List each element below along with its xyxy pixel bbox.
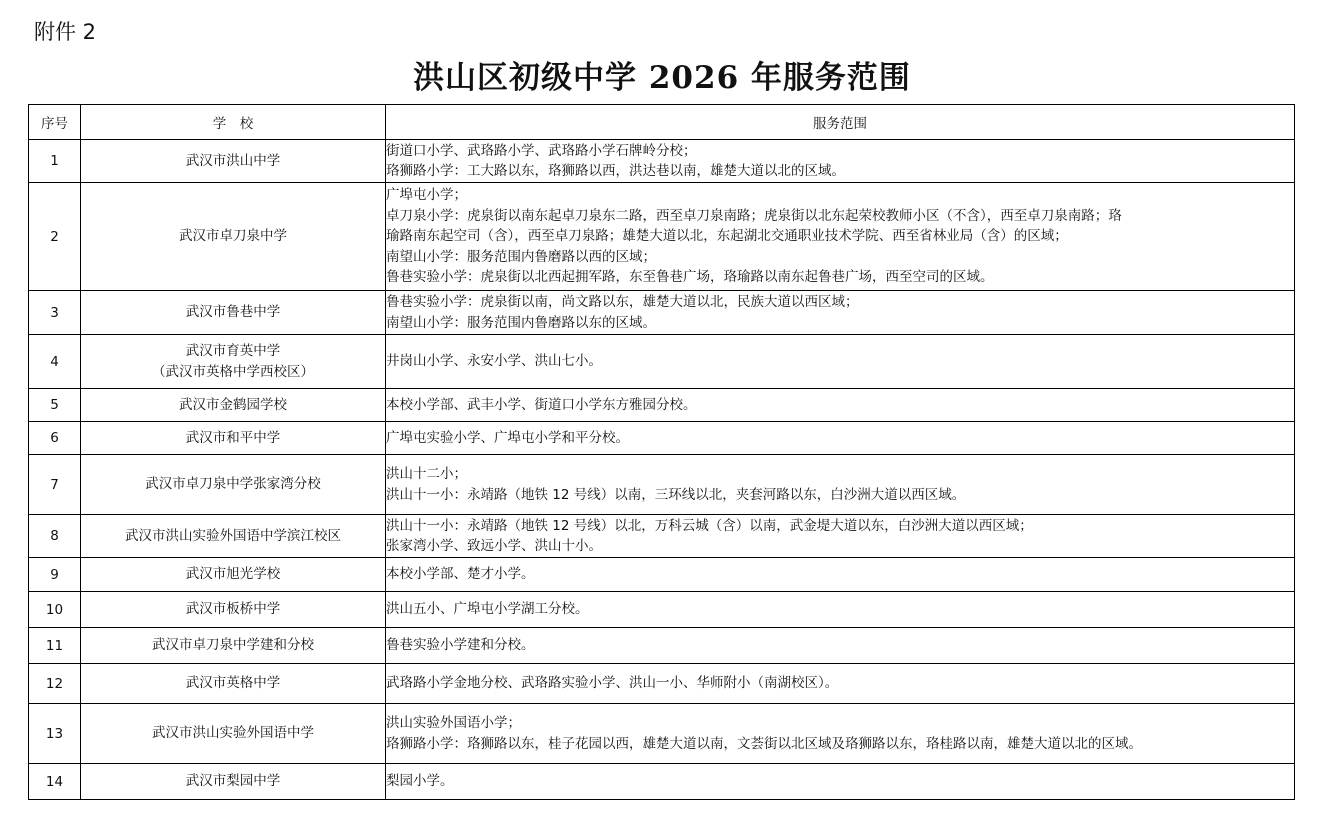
header-index: 序号 <box>29 105 81 140</box>
table-row <box>29 455 1295 515</box>
school-cell <box>81 764 386 800</box>
document-title: 洪山区初级中学 2026 年服务范围 <box>413 60 911 96</box>
table-row <box>29 592 1295 628</box>
scope-line: 鲁巷实验小学：虎泉街以南，尚文路以东，雄楚大道以北，民族大道以西区域； <box>386 294 859 310</box>
scope-line: 本校小学部、楚才小学。 <box>386 566 535 583</box>
school-name: 武汉市板桥中学 <box>185 601 281 617</box>
scope-line: 洪山十一小：永靖路（地铁 12 号线）以南，三环线以北，夹套河路以东，白沙洲大道以西区域。 <box>386 486 966 503</box>
school-name: 武汉市英格中学 <box>185 675 281 691</box>
row-index: 8 <box>29 515 81 558</box>
school-name: （武汉市英格中学西校区） <box>152 363 314 380</box>
scope-cell <box>386 183 1295 291</box>
attachment-label: 附件 2 <box>34 20 97 44</box>
scope-cell <box>386 628 1295 664</box>
scope-cell <box>386 291 1295 335</box>
scope-line: 洪山五小、广埠屯小学湖工分校。 <box>386 601 589 618</box>
scope-line: 瑜路南东起空司（含），西至卓刀泉路；雄楚大道以北，东起湖北交通职业技术学院、西至省林业局（含）的区域； <box>386 228 1068 245</box>
scope-cell <box>386 558 1295 592</box>
school-cell <box>81 335 386 389</box>
table-row <box>29 664 1295 704</box>
scope-cell <box>386 455 1295 515</box>
row-index: 14 <box>29 764 81 800</box>
school-cell <box>81 704 386 764</box>
school-cell <box>81 628 386 664</box>
header-scope: 服务范围 <box>386 105 1295 140</box>
scope-cell <box>386 704 1295 764</box>
scope-cell <box>386 389 1295 422</box>
scope-cell <box>386 335 1295 389</box>
table-row <box>29 704 1295 764</box>
school-name: 武汉市和平中学 <box>185 429 281 446</box>
scope-line: 鲁巷实验小学建和分校。 <box>386 637 535 654</box>
table-header-row <box>29 105 1295 140</box>
scope-line: 南望山小学：服务范围内鲁磨路以东的区域。 <box>386 314 656 331</box>
school-name: 武汉市卓刀泉中学 <box>179 228 287 244</box>
scope-line: 南望山小学：服务范围内鲁磨路以西的区域； <box>386 248 656 265</box>
table-row <box>29 140 1295 183</box>
row-index: 11 <box>29 628 81 664</box>
scope-line: 珞狮路小学：珞狮路以东，桂子花园以西，雄楚大道以南，文荟街以北区域及珞狮路以东，珞桂路以南，雄楚大道以北的区域。 <box>386 735 1142 752</box>
table-row <box>29 291 1295 335</box>
scope-line: 街道口小学、武珞路小学、武珞路小学石牌岭分校； <box>386 142 697 159</box>
row-index: 1 <box>29 140 81 183</box>
scope-line: 井岗山小学、永安小学、洪山七小。 <box>386 353 602 370</box>
school-name: 武汉市旭光学校 <box>185 566 281 582</box>
table-row <box>29 515 1295 558</box>
table-row <box>29 183 1295 291</box>
scope-cell <box>386 515 1295 558</box>
header-school: 学 校 <box>81 105 386 140</box>
scope-line: 卓刀泉小学：虎泉街以南东起卓刀泉东二路，西至卓刀泉南路；虎泉街以北东起荣校教师小区（不含），西至卓刀泉南路；珞 <box>386 207 1122 224</box>
school-name: 武汉市育英中学 <box>185 342 281 359</box>
school-name: 武汉市洪山实验外国语中学 <box>152 725 314 741</box>
row-index: 7 <box>29 455 81 515</box>
table-body <box>29 140 1295 800</box>
service-scope-table <box>28 104 1295 800</box>
scope-line: 广埠屯小学； <box>386 187 467 204</box>
scope-cell <box>386 422 1295 455</box>
row-index: 13 <box>29 704 81 764</box>
scope-line: 本校小学部、武丰小学、街道口小学东方雅园分校。 <box>386 396 697 413</box>
row-index: 12 <box>29 664 81 704</box>
scope-line: 洪山实验外国语小学； <box>386 715 521 731</box>
row-index: 10 <box>29 592 81 628</box>
row-index: 4 <box>29 335 81 389</box>
school-name: 武汉市鲁巷中学 <box>185 304 281 320</box>
school-cell <box>81 291 386 335</box>
scope-line: 洪山十一小：永靖路（地铁 12 号线）以北，万科云城（含）以南，武金堤大道以东，白沙洲大道以西区域； <box>386 517 1033 534</box>
scope-line: 梨园小学。 <box>386 773 454 790</box>
school-cell <box>81 455 386 515</box>
school-name: 武汉市卓刀泉中学张家湾分校 <box>145 476 321 492</box>
row-index: 2 <box>29 183 81 291</box>
school-name: 武汉市金鹤园学校 <box>179 396 287 413</box>
row-index: 3 <box>29 291 81 335</box>
table-row <box>29 764 1295 800</box>
scope-line: 珞狮路小学：工大路以东，珞狮路以西，洪达巷以南，雄楚大道以北的区域。 <box>386 163 845 179</box>
school-cell <box>81 515 386 558</box>
school-cell <box>81 389 386 422</box>
table-row <box>29 628 1295 664</box>
scope-cell <box>386 664 1295 704</box>
school-cell <box>81 422 386 455</box>
school-cell <box>81 592 386 628</box>
row-index: 6 <box>29 422 81 455</box>
scope-line: 武珞路小学金地分校、武珞路实验小学、洪山一小、华师附小（南湖校区）。 <box>386 675 839 692</box>
school-cell <box>81 558 386 592</box>
school-name: 武汉市洪山实验外国语中学滨江校区 <box>125 527 341 544</box>
table-row <box>29 558 1295 592</box>
scope-cell <box>386 764 1295 800</box>
table-row <box>29 422 1295 455</box>
school-name: 武汉市梨园中学 <box>185 773 281 789</box>
row-index: 5 <box>29 389 81 422</box>
scope-line: 鲁巷实验小学：虎泉街以北西起拥军路，东至鲁巷广场，珞瑜路以南东起鲁巷广场，西至空司的区域。 <box>386 269 994 286</box>
school-cell <box>81 140 386 183</box>
table-row <box>29 389 1295 422</box>
school-cell <box>81 183 386 291</box>
school-name: 武汉市洪山中学 <box>185 152 281 169</box>
scope-line: 广埠屯实验小学、广埠屯小学和平分校。 <box>386 429 629 446</box>
school-name: 武汉市卓刀泉中学建和分校 <box>152 637 314 653</box>
school-cell <box>81 664 386 704</box>
scope-line: 洪山十二小； <box>386 466 467 482</box>
table-row <box>29 335 1295 389</box>
scope-line: 张家湾小学、致远小学、洪山十小。 <box>386 538 602 554</box>
scope-cell <box>386 140 1295 183</box>
scope-cell <box>386 592 1295 628</box>
row-index: 9 <box>29 558 81 592</box>
